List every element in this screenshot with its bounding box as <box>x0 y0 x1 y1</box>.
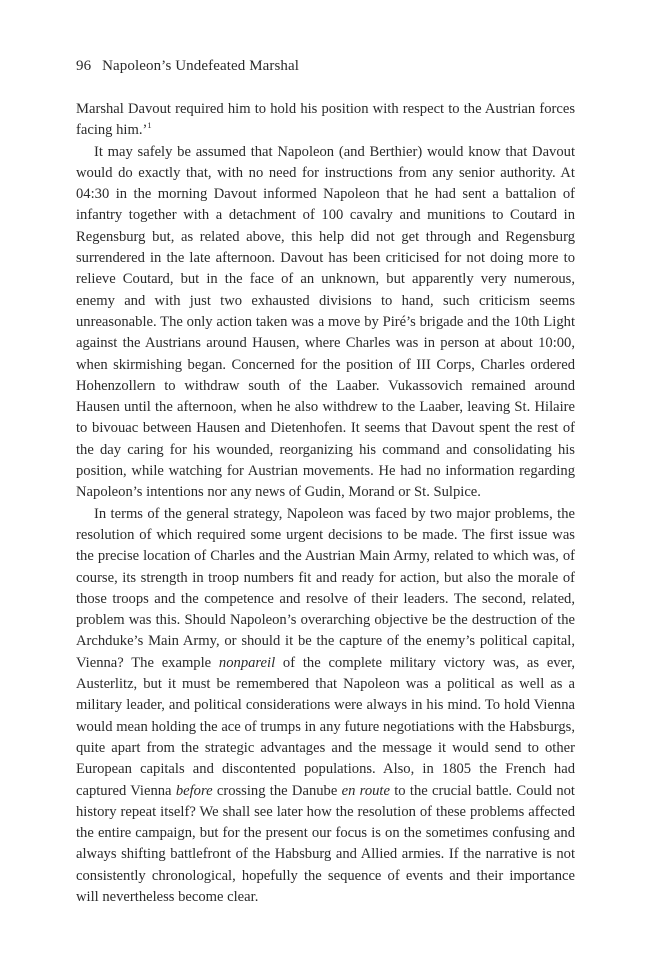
footnote-marker: 1 <box>147 120 152 131</box>
text-segment: crossing the Danube <box>212 782 342 799</box>
text-segment: of the complete military victory was, as ever, Austerlitz, but it must be remembered that Napoleon was a political as well as a military leader, and political considerations were always in his mind. To hold Vienna would mean holding the ace of trumps in any future negotiations with the Habsburgs, quite apart from the strategic advantages and the message it would send to other European capitals and discontented populations. Also, in 1805 the French had captured Vienna <box>76 654 575 799</box>
italic-text: before <box>175 782 213 799</box>
paragraph <box>76 504 575 909</box>
italic-text: en route <box>341 782 390 799</box>
running-head <box>76 58 299 75</box>
text-segment: Marshal Davout required him to hold his position with respect to the Austrian forces facing him.’ <box>76 101 575 139</box>
paragraph <box>76 142 575 504</box>
paragraph <box>76 99 575 142</box>
body-text <box>76 99 575 908</box>
text-segment: It may safely be assumed that Napoleon (and Berthier) would know that Davout would do exactly that, with no need for instructions from any senior authority. At 04:30 in the morning Davout informed Napoleon that he had sent a battalion of infantry together with a detachment of 100 cavalry and munitions to Coutard in Regensburg but, as related above, this help did not get through and Regensburg surrendered in the late afternoon. Davout has been criticised for not doing more to relieve Coutard, but in the face of an unknown, but apparently very numerous, enemy and with just two exhausted divisions to hand, such criticism seems unreasonable. The only action taken was a move by Piré’s brigade and the 10th Light against the Austrians around Hausen, where Charles was in person at about 10:00, when skirmishing began. Concerned for the position of III Corps, Charles ordered Hohenzollern to withdraw south of the Laaber. Vukassovich remained around Hausen until the afternoon, when he also withdrew to the Laaber, leaving St. Hilaire to bivouac between Hausen and Dietenhofen. It seems that Davout spent the rest of the day caring for his wounded, reorganizing his command and consolidating his position, while watching for Austrian movements. He had no information regarding Napoleon’s intentions nor any news of Gudin, Morand or St. Sulpice. <box>76 143 575 501</box>
page-number: 96 <box>76 58 92 74</box>
text-segment: to the crucial battle. Could not history repeat itself? We shall see later how the resolution of these problems affected the entire campaign, but for the present our focus is on the sometimes confusing and always shifting battlefront of the Habsburg and Allied armies. If the narrative is not consistently chronological, hopefully the sequence of events and their importance will nevertheless become clear. <box>76 782 575 905</box>
text-segment: In terms of the general strategy, Napoleon was faced by two major problems, the resolution of which required some urgent decisions to be made. The first issue was the precise location of Charles and the Austrian Main Army, related to which was, of course, its strength in troop numbers fit and ready for action, but also the morale of those troops and the competence and resolve of their leaders. The second, related, problem was this. Should Napoleon’s overarching objective be the destruction of the Archduke’s Main Army, or should it be the capture of the enemy’s political capital, Vienna? The example <box>76 505 575 671</box>
book-title: Napoleon’s Undefeated Marshal <box>102 58 300 74</box>
italic-text: nonpareil <box>218 654 276 671</box>
